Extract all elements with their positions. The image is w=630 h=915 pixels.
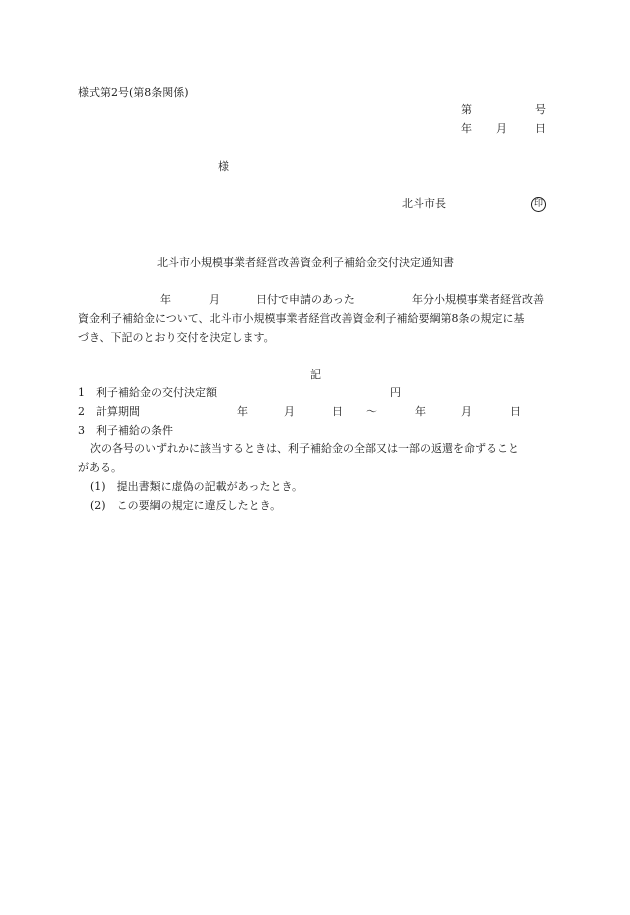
item-2-end-year: 年 [415,405,426,418]
ki-heading: 記 [310,368,321,381]
doc-number-prefix: 第 [461,103,472,116]
date-year: 年 [461,122,472,135]
date-month: 月 [496,122,507,135]
item-2-end-month: 月 [461,405,472,418]
item-3-sub-1: (1) 提出書類に虚偽の記載があったとき。 [90,480,304,493]
form-label: 様式第2号(第8条関係) [78,86,189,99]
item-2-end-day: 日 [510,405,521,418]
item-2-start-day: 日 [332,405,343,418]
document-title: 北斗市小規模事業者経営改善資金利子補給金交付決定通知書 [157,256,454,269]
item-3-label: 3 利子補給の条件 [78,424,173,437]
doc-number-suffix: 号 [535,103,546,116]
issuer-title: 北斗市長 [402,197,446,210]
body-line-2: 資金利子補給金について、北斗市小規模事業者経営改善資金利子補給要綱第8条の規定に基 [78,312,525,325]
body-year-tail: 年分小規模事業者経営改善 [412,293,544,306]
body-year: 年 [160,293,171,306]
item-2-start-month: 月 [284,405,295,418]
item-3-sub-2: (2) この要綱の規定に違反したとき。 [90,499,282,512]
item-2-label: 2 計算期間 [78,405,140,418]
body-application-text: 日付で申請のあった [256,293,355,306]
body-month: 月 [209,293,220,306]
item-1-unit: 円 [390,386,401,399]
item-3-text-2: がある。 [78,461,122,474]
body-line-3: づき、下記のとおり交付を決定します。 [78,331,275,344]
seal-mark: 印 [531,197,546,212]
item-1-label: 1 利子補給金の交付決定額 [78,386,217,399]
item-3-text-1: 次の各号のいずれかに該当するときは、利子補給金の全部又は一部の返還を命ずること [90,442,519,455]
item-2-start-year: 年 [237,405,248,418]
addressee-suffix: 様 [218,160,229,173]
item-2-tilde: ～ [366,405,377,418]
date-day: 日 [535,122,546,135]
